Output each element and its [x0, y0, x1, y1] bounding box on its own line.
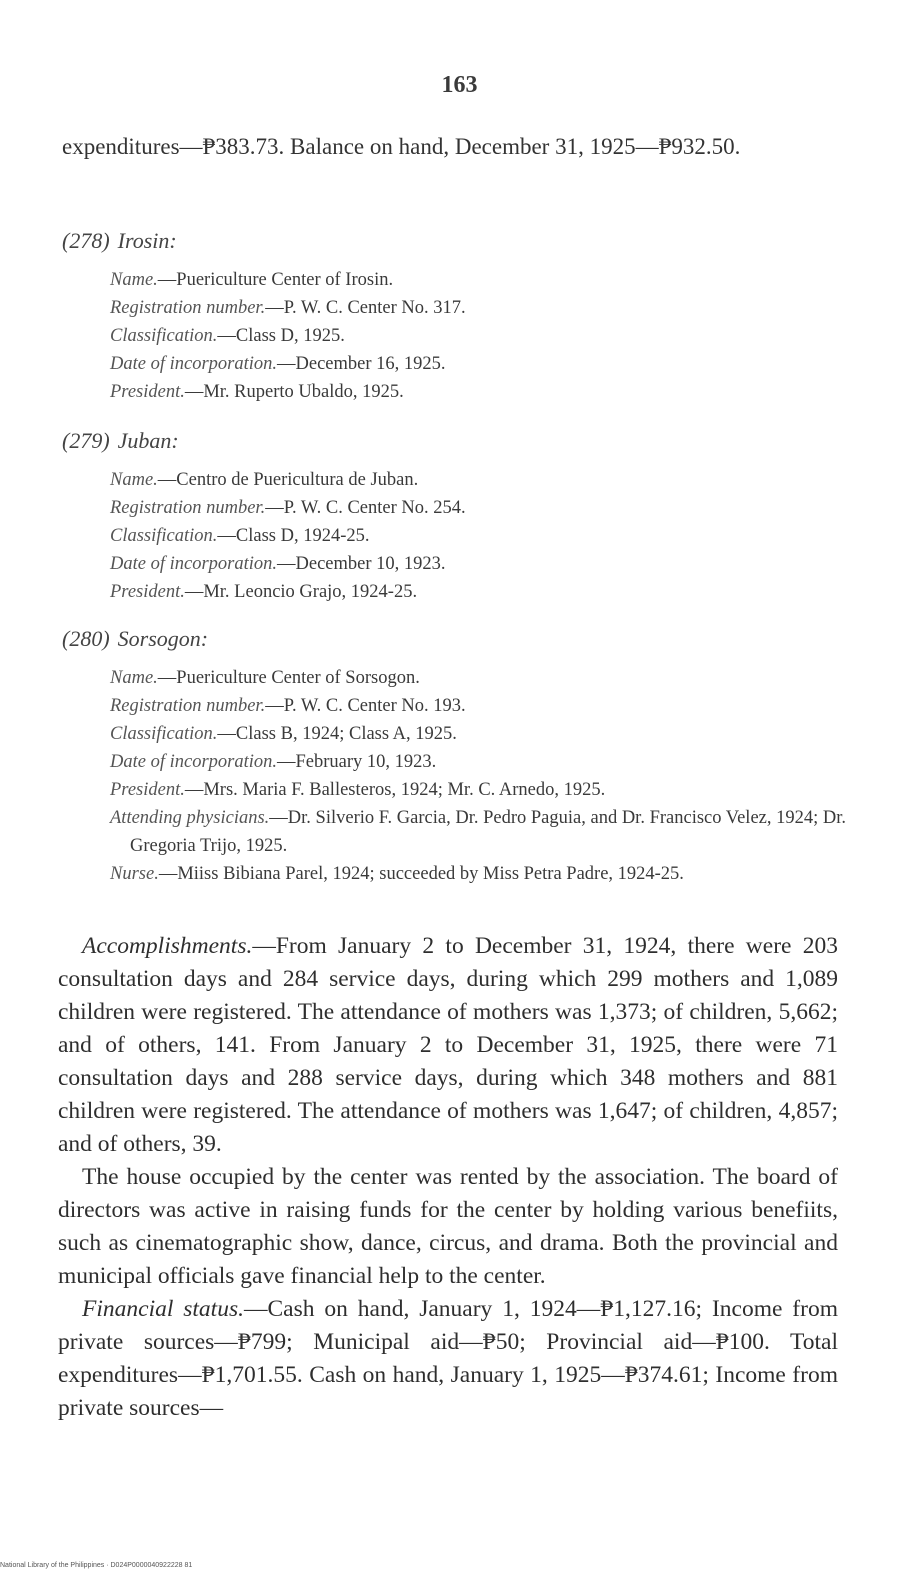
entry-label: Classification.: [110, 326, 218, 346]
accomplishments-label: Accomplishments.: [82, 933, 253, 959]
section-heading: [62, 228, 862, 254]
entry-text: —Mrs. Maria F. Ballesteros, 1924; Mr. C. Arnedo, 1925.: [184, 780, 606, 800]
section-sorsogon: [62, 626, 862, 888]
entry-label: Classification.: [110, 526, 218, 546]
entry-registration: [110, 494, 862, 522]
financial-paragraph: [58, 1293, 838, 1425]
entry-label: Attending physicians.: [110, 808, 270, 828]
entry-classification: [110, 522, 862, 550]
entry-text: —December 10, 1923.: [277, 554, 446, 574]
footer-credit: National Library of the Philippines · D024P0000040922228 81: [0, 1562, 193, 1569]
section-heading: [62, 428, 862, 454]
entry-label: President.: [110, 382, 185, 402]
entry-classification: [110, 322, 862, 350]
entry-label: Nurse.: [110, 864, 159, 884]
accomplishments-paragraph: [58, 930, 838, 1161]
entry-president: [110, 578, 862, 606]
entry-name: [110, 266, 862, 294]
entry-text: —Puericulture Center of Sorsogon.: [157, 668, 420, 688]
entry-nurse: [110, 860, 862, 888]
house-paragraph: The house occupied by the center was rented by the association. The board of directors was active in raising funds for the center by holding various benefiits, such as cinematographic show, dance, circus, and drama. Both the provincial and municipal officials gave financial help to the center.: [58, 1164, 838, 1289]
entry-registration: [110, 692, 862, 720]
entry-text: —P. W. C. Center No. 317.: [265, 298, 466, 318]
entry-label: Date of incorporation.: [110, 554, 278, 574]
entry-label: Registration number.: [110, 498, 266, 518]
section-number: (279): [62, 428, 110, 453]
entry-text: —December 16, 1925.: [277, 354, 446, 374]
entry-president: [110, 378, 862, 406]
entry-incorporation: [110, 550, 862, 578]
entry-text: —February 10, 1923.: [277, 752, 437, 772]
entry-physicians: [110, 804, 862, 860]
entry-classification: [110, 720, 862, 748]
financial-label: Financial status.: [82, 1296, 244, 1322]
entry-registration: [110, 294, 862, 322]
body-paragraphs: [58, 930, 838, 1425]
accomplishments-text: —From January 2 to December 31, 1924, there were 203 consultation days and 284 service days, during which 299 mothers and 1,089 children were registered. The attendance of mothers was 1,373; of children, 5,662; and of others, 141. From January 2 to December 31, 1925, there were 71 consultation days and 288 service days, during which 348 mothers and 881 children were registered. The attendance of mothers was 1,647; of children, 4,857; and of others, 39.: [58, 933, 838, 1157]
entry-text: —Class D, 1924-25.: [217, 526, 370, 546]
entry-text: —P. W. C. Center No. 254.: [265, 498, 466, 518]
entry-text: —P. W. C. Center No. 193.: [265, 696, 466, 716]
entry-text: —Class D, 1925.: [217, 326, 345, 346]
section-heading: [62, 626, 862, 652]
entry-name: [110, 664, 862, 692]
entry-label: President.: [110, 780, 185, 800]
entry-text: —Mr. Leoncio Grajo, 1924-25.: [184, 582, 418, 602]
entry-label: Registration number.: [110, 298, 266, 318]
continuation-text: expenditures—₱383.73. Balance on hand, December 31, 1925—₱932.50.: [62, 134, 741, 159]
entry-label: Classification.: [110, 724, 218, 744]
entry-incorporation: [110, 350, 862, 378]
entry-president: [110, 776, 862, 804]
section-juban: [62, 428, 862, 606]
section-place: Sorsogon:: [117, 626, 209, 651]
entry-text: —Mr. Ruperto Ubaldo, 1925.: [184, 382, 404, 402]
entry-label: Name.: [110, 668, 158, 688]
section-place: Irosin:: [117, 228, 177, 253]
section-place: Juban:: [117, 428, 179, 453]
entry-text: —Class B, 1924; Class A, 1925.: [217, 724, 457, 744]
entry-text: —Miiss Bibiana Parel, 1924; succeeded by Miss Petra Padre, 1924-25.: [158, 864, 684, 884]
entry-text: —Dr. Silverio F. Garcia, Dr. Pedro Paguia, and Dr. Francisco Velez, 1924; Dr. Gregoria Trijo, 1925.: [130, 808, 847, 856]
entry-label: Name.: [110, 470, 158, 490]
entry-text: —Puericulture Center of Irosin.: [157, 270, 394, 290]
entry-label: President.: [110, 582, 185, 602]
section-irosin: [62, 228, 862, 406]
page-number: 163: [441, 72, 478, 98]
entry-name: [110, 466, 862, 494]
entry-label: Date of incorporation.: [110, 354, 278, 374]
entry-incorporation: [110, 748, 862, 776]
entry-text: —Centro de Puericultura de Juban.: [157, 470, 419, 490]
section-number: (280): [62, 626, 110, 651]
entry-label: Date of incorporation.: [110, 752, 278, 772]
entry-label: Registration number.: [110, 696, 266, 716]
entry-label: Name.: [110, 270, 158, 290]
section-number: (278): [62, 228, 110, 253]
financial-text: —Cash on hand, January 1, 1924—₱1,127.16; Income from private sources—₱799; Municipal aid—₱50; Provincial aid—₱100. Total expenditures—₱1,701.55. Cash on hand, January 1, 1925—₱374.61; Income from private sources—: [58, 1296, 838, 1421]
